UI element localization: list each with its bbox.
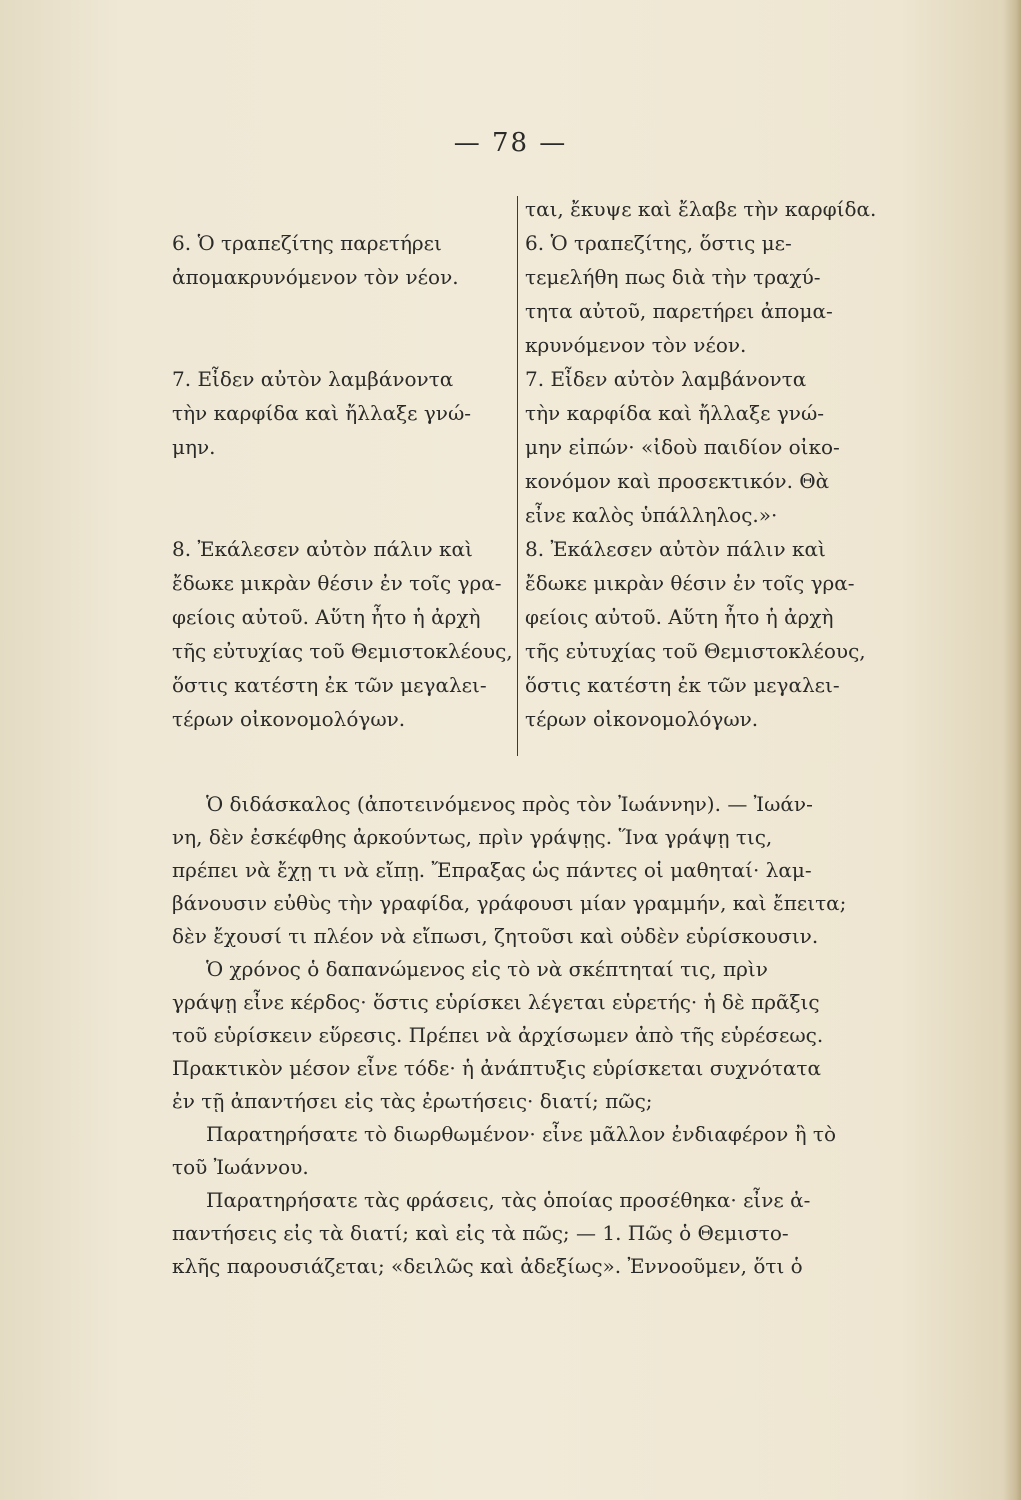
body-line: Ὁ διδάσκαλος (ἀποτεινόμενος πρὸς τὸν Ἰωάννην). — Ἰωάν-: [206, 792, 813, 816]
body-line: γράψῃ εἶνε κέρδος· ὅστις εὑρίσκει λέγεται εὑρετής· ἡ δὲ πρᾶξις: [172, 990, 820, 1014]
right-column-line: τεμελήθη πως διὰ τὴν τραχύ-: [525, 265, 821, 289]
right-column-line: φείοις αὐτοῦ. Αὕτη ἦτο ἡ ἀρχὴ: [525, 605, 834, 629]
body-line: πρέπει νὰ ἔχῃ τι νὰ εἴπῃ. Ἔπραξας ὡς πάντες οἱ μαθηταί· λαμ-: [172, 858, 812, 882]
right-column-line: 7. Εἶδεν αὐτὸν λαμβάνοντα: [525, 367, 807, 391]
page-edge: [1003, 0, 1021, 1500]
body-line: νη, δὲν ἐσκέφθης ἀρκούντως, πρὶν γράψῃς. Ἵνα γράψῃ τις,: [172, 825, 773, 849]
body-line: παντήσεις εἰς τὰ διατί; καὶ εἰς τὰ πῶς; — 1. Πῶς ὁ Θεμιστο-: [172, 1221, 789, 1245]
column-divider: [517, 196, 518, 756]
right-column-line: κρυνόμενον τὸν νέον.: [525, 333, 747, 357]
left-column-line: [172, 192, 517, 226]
right-column-line: ἔδωκε μικρὰν θέσιν ἐν τοῖς γρα-: [525, 571, 855, 595]
body-line: Πρακτικὸν μέσον εἶνε τόδε· ἡ ἀνάπτυξις εὑρίσκεται συχνότατα: [172, 1056, 822, 1080]
right-column-line: εἶνε καλὸς ὑπάλληλος.»·: [525, 503, 778, 527]
body-line: κλῆς παρουσιάζεται; «δειλῶς καὶ ἀδεξίως». Ἐννοοῦμεν, ὅτι ὁ: [172, 1254, 803, 1278]
right-column-line: μην εἰπών· «ἰδοὺ παιδίον οἰκο-: [525, 435, 840, 459]
body-line: δὲν ἔχουσί τι πλέον νὰ εἴπωσι, ζητοῦσι καὶ οὐδὲν εὑρίσκουσιν.: [172, 924, 819, 948]
body-line: βάνουσιν εὐθὺς τὴν γραφίδα, γράφουσι μίαν γραμμήν, καὶ ἔπειτα;: [172, 891, 847, 915]
left-column-line: ἀπομακρυνόμενον τὸν νέον.: [172, 265, 459, 289]
left-column-line: [172, 464, 517, 498]
right-column-line: τῆς εὐτυχίας τοῦ Θεμιστοκλέους,: [525, 639, 866, 663]
left-column-line: ὅστις κατέστη ἐκ τῶν μεγαλει-: [172, 673, 487, 697]
left-column-line: τέρων οἰκονομολόγων.: [172, 707, 406, 731]
right-column-line: τὴν καρφίδα καὶ ἤλλαξε γνώ-: [525, 401, 825, 425]
left-column-line: 7. Εἶδεν αὐτὸν λαμβάνοντα: [172, 367, 454, 391]
right-column-line: τητα αὐτοῦ, παρετήρει ἀπομα-: [525, 299, 833, 323]
right-column-line: ὅστις κατέστη ἐκ τῶν μεγαλει-: [525, 673, 840, 697]
left-column-line: τὴν καρφίδα καὶ ἤλλαξε γνώ-: [172, 401, 472, 425]
body-line: τοῦ εὑρίσκειν εὕρεσις. Πρέπει νὰ ἀρχίσωμεν ἀπὸ τῆς εὑρέσεως.: [172, 1023, 824, 1047]
body-text: [172, 788, 912, 1283]
left-column-line: φείοις αὐτοῦ. Αὕτη ἦτο ἡ ἀρχὴ: [172, 605, 481, 629]
left-column-line: τῆς εὐτυχίας τοῦ Θεμιστοκλέους,: [172, 639, 513, 663]
body-line: Παρατηρήσατε τὰς φράσεις, τὰς ὁποίας προσέθηκα· εἶνε ἀ-: [206, 1188, 811, 1212]
left-column-line: [172, 294, 517, 328]
right-column-line: τέρων οἰκονομολόγων.: [525, 707, 759, 731]
left-column-line: [172, 328, 517, 362]
two-column-comparison: [172, 192, 912, 762]
page-number: — 78 —: [453, 128, 568, 158]
right-column-line: 8. Ἐκάλεσεν αὐτὸν πάλιν καὶ: [525, 537, 826, 561]
right-column-line: 6. Ὁ τραπεζίτης, ὅστις με-: [525, 231, 792, 255]
body-line: ἐν τῇ ἀπαντήσει εἰς τὰς ἐρωτήσεις· διατί; πῶς;: [172, 1089, 653, 1113]
left-column: [172, 192, 517, 736]
right-column-line: ται, ἔκυψε καὶ ἔλαβε τὴν καρφίδα.: [525, 197, 877, 221]
right-column: [525, 192, 910, 736]
body-line: Παρατηρήσατε τὸ διωρθωμένον· εἶνε μᾶλλον ἐνδιαφέρον ἢ τὸ: [206, 1122, 837, 1146]
left-column-line: μην.: [172, 435, 216, 459]
left-column-line: 6. Ὁ τραπεζίτης παρετήρει: [172, 231, 442, 255]
body-line: τοῦ Ἰωάννου.: [172, 1155, 309, 1179]
body-line: Ὁ χρόνος ὁ δαπανώμενος εἰς τὸ νὰ σκέπτηταί τις, πρὶν: [206, 957, 768, 981]
left-column-line: 8. Ἐκάλεσεν αὐτὸν πάλιν καὶ: [172, 537, 473, 561]
right-column-line: κονόμον καὶ προσεκτικόν. Θὰ: [525, 469, 830, 493]
left-column-line: [172, 498, 517, 532]
left-column-line: ἔδωκε μικρὰν θέσιν ἐν τοῖς γρα-: [172, 571, 502, 595]
